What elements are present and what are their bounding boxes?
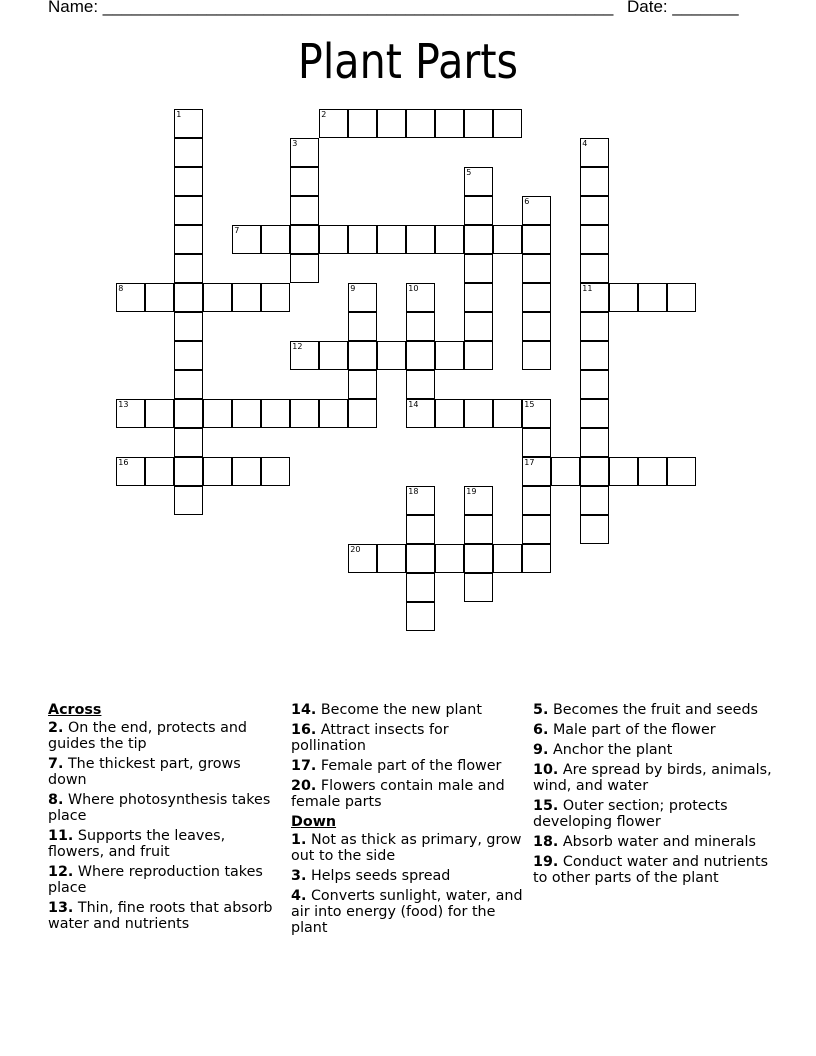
clue-across bbox=[291, 702, 527, 718]
crossword-cell[interactable] bbox=[348, 225, 377, 254]
clue-number-label: 9 bbox=[350, 284, 356, 294]
crossword-cell[interactable] bbox=[667, 457, 696, 486]
crossword-cell[interactable] bbox=[580, 428, 609, 457]
clue-number-label: 13 bbox=[118, 400, 129, 410]
crossword-cell[interactable] bbox=[348, 312, 377, 341]
clue-across bbox=[48, 900, 280, 932]
clue-text: Become the new plant bbox=[320, 702, 482, 718]
clue-number-label: 4 bbox=[582, 139, 588, 149]
clue-number: 1. bbox=[291, 832, 307, 848]
crossword-cell[interactable] bbox=[464, 283, 493, 312]
crossword-cell[interactable] bbox=[203, 457, 232, 486]
clue-down bbox=[291, 868, 527, 884]
crossword-cell[interactable] bbox=[435, 544, 464, 573]
clue-number-label: 5 bbox=[466, 168, 472, 178]
crossword-cell[interactable] bbox=[174, 341, 203, 370]
clue-down bbox=[291, 888, 527, 936]
crossword-cell[interactable] bbox=[406, 312, 435, 341]
crossword-cell[interactable] bbox=[464, 196, 493, 225]
crossword-cell[interactable] bbox=[377, 544, 406, 573]
crossword-cell[interactable] bbox=[174, 428, 203, 457]
crossword-cell[interactable] bbox=[580, 370, 609, 399]
crossword-cell[interactable] bbox=[464, 399, 493, 428]
crossword-cell[interactable] bbox=[493, 544, 522, 573]
crossword-cell[interactable] bbox=[174, 138, 203, 167]
crossword-cell[interactable] bbox=[406, 573, 435, 602]
crossword-cell[interactable] bbox=[203, 399, 232, 428]
clue-across bbox=[291, 722, 527, 754]
crossword-cell[interactable] bbox=[406, 602, 435, 631]
page-title: Plant Parts bbox=[297, 34, 519, 90]
clue-number: 4. bbox=[291, 888, 307, 904]
clue-down bbox=[533, 762, 773, 794]
crossword-cell[interactable] bbox=[174, 370, 203, 399]
crossword-cell[interactable] bbox=[522, 486, 551, 515]
crossword-cell[interactable] bbox=[174, 486, 203, 515]
clue-across bbox=[48, 792, 280, 824]
crossword-cell[interactable] bbox=[522, 225, 551, 254]
clue-number: 10. bbox=[533, 762, 559, 778]
crossword-cell[interactable] bbox=[493, 399, 522, 428]
crossword-cell[interactable] bbox=[464, 312, 493, 341]
crossword-cell[interactable] bbox=[174, 167, 203, 196]
crossword-cell[interactable] bbox=[319, 399, 348, 428]
clue-number: 16. bbox=[291, 722, 317, 738]
crossword-cell[interactable] bbox=[580, 167, 609, 196]
clue-text: Anchor the plant bbox=[552, 742, 673, 758]
clue-text: Male part of the flower bbox=[552, 722, 716, 738]
crossword-cell[interactable] bbox=[580, 196, 609, 225]
clue-down bbox=[533, 742, 773, 758]
crossword-cell[interactable] bbox=[493, 109, 522, 138]
date-field-label: Date: _______ bbox=[627, 0, 739, 16]
clue-number-label: 14 bbox=[408, 400, 419, 410]
crossword-cell[interactable] bbox=[667, 283, 696, 312]
crossword-cell[interactable] bbox=[522, 312, 551, 341]
clue-across bbox=[48, 828, 280, 860]
clues-column-2 bbox=[291, 702, 527, 940]
clue-number-label: 11 bbox=[582, 284, 593, 294]
clue-text: Becomes the fruit and seeds bbox=[552, 702, 758, 718]
crossword-cell[interactable] bbox=[145, 457, 174, 486]
clue-number: 17. bbox=[291, 758, 317, 774]
crossword-cell[interactable] bbox=[232, 283, 261, 312]
clue-text: Where reproduction takes place bbox=[48, 864, 263, 896]
crossword-cell[interactable] bbox=[464, 254, 493, 283]
across-heading: Across bbox=[48, 702, 102, 718]
crossword-cell[interactable] bbox=[348, 341, 377, 370]
crossword-cell[interactable] bbox=[377, 341, 406, 370]
clue-down bbox=[291, 832, 527, 864]
clue-across bbox=[48, 864, 280, 896]
clue-number-label: 17 bbox=[524, 458, 535, 468]
crossword-cell[interactable] bbox=[116, 399, 145, 428]
crossword-cell[interactable] bbox=[464, 167, 493, 196]
crossword-cell[interactable] bbox=[290, 196, 319, 225]
crossword-cell[interactable] bbox=[522, 457, 551, 486]
crossword-cell[interactable] bbox=[522, 283, 551, 312]
clue-across bbox=[48, 720, 280, 752]
crossword-cell[interactable] bbox=[116, 283, 145, 312]
crossword-cell[interactable] bbox=[580, 225, 609, 254]
clue-text: Female part of the flower bbox=[320, 758, 502, 774]
clue-number: 11. bbox=[48, 828, 74, 844]
crossword-cell[interactable] bbox=[435, 341, 464, 370]
crossword-cell[interactable] bbox=[290, 254, 319, 283]
crossword-cell[interactable] bbox=[174, 457, 203, 486]
clue-number-label: 3 bbox=[292, 139, 298, 149]
crossword-cell[interactable] bbox=[609, 283, 638, 312]
clue-text: Helps seeds spread bbox=[310, 868, 451, 884]
down-heading: Down bbox=[291, 814, 337, 830]
crossword-cell[interactable] bbox=[580, 312, 609, 341]
clue-number: 19. bbox=[533, 854, 559, 870]
clue-number-label: 8 bbox=[118, 284, 124, 294]
crossword-cell[interactable] bbox=[203, 283, 232, 312]
crossword-cell[interactable] bbox=[406, 109, 435, 138]
clue-number-label: 10 bbox=[408, 284, 419, 294]
crossword-cell[interactable] bbox=[174, 196, 203, 225]
clues-column-3 bbox=[533, 702, 773, 890]
crossword-cell[interactable] bbox=[609, 457, 638, 486]
clue-text: Thin, fine roots that absorb water and nutrients bbox=[48, 900, 273, 932]
crossword-cell[interactable] bbox=[116, 457, 145, 486]
crossword-cell[interactable] bbox=[348, 283, 377, 312]
crossword-cell[interactable] bbox=[377, 225, 406, 254]
crossword-cell[interactable] bbox=[464, 225, 493, 254]
crossword-cell[interactable] bbox=[348, 544, 377, 573]
crossword-cell[interactable] bbox=[406, 370, 435, 399]
crossword-cell[interactable] bbox=[319, 109, 348, 138]
clue-text: Attract insects for pollination bbox=[291, 722, 449, 754]
clue-number-label: 12 bbox=[292, 342, 303, 352]
clue-number-label: 1 bbox=[176, 110, 182, 120]
crossword-cell[interactable] bbox=[174, 109, 203, 138]
crossword-cell[interactable] bbox=[406, 515, 435, 544]
crossword-cell[interactable] bbox=[522, 196, 551, 225]
crossword-cell[interactable] bbox=[348, 109, 377, 138]
clue-number: 7. bbox=[48, 756, 64, 772]
crossword-cell[interactable] bbox=[580, 254, 609, 283]
clue-across bbox=[291, 778, 527, 810]
crossword-cell[interactable] bbox=[580, 138, 609, 167]
crossword-cell[interactable] bbox=[348, 399, 377, 428]
clue-text: Where photosynthesis takes place bbox=[48, 792, 271, 824]
crossword-cell[interactable] bbox=[522, 254, 551, 283]
crossword-cell[interactable] bbox=[493, 225, 522, 254]
crossword-cell[interactable] bbox=[174, 254, 203, 283]
crossword-cell[interactable] bbox=[145, 399, 174, 428]
crossword-cell[interactable] bbox=[290, 399, 319, 428]
clue-text: Flowers contain male and female parts bbox=[291, 778, 505, 810]
crossword-cell[interactable] bbox=[580, 283, 609, 312]
clue-number: 14. bbox=[291, 702, 317, 718]
clue-text: The thickest part, grows down bbox=[48, 756, 241, 788]
clue-number: 20. bbox=[291, 778, 317, 794]
crossword-cell[interactable] bbox=[290, 167, 319, 196]
clue-number: 18. bbox=[533, 834, 559, 850]
crossword-cell[interactable] bbox=[435, 225, 464, 254]
crossword-cell[interactable] bbox=[174, 225, 203, 254]
clue-text: On the end, protects and guides the tip bbox=[48, 720, 247, 752]
crossword-cell[interactable] bbox=[319, 341, 348, 370]
crossword-cell[interactable] bbox=[464, 573, 493, 602]
crossword-cell[interactable] bbox=[406, 341, 435, 370]
clue-across bbox=[48, 756, 280, 788]
clue-text: Not as thick as primary, grow out to the side bbox=[291, 832, 522, 864]
crossword-cell[interactable] bbox=[261, 399, 290, 428]
crossword-cell[interactable] bbox=[290, 341, 319, 370]
name-field-label: Name: ______________________________________________________ bbox=[48, 0, 614, 16]
crossword-cell[interactable] bbox=[290, 138, 319, 167]
crossword-cell[interactable] bbox=[261, 457, 290, 486]
crossword-cell[interactable] bbox=[464, 486, 493, 515]
crossword-cell[interactable] bbox=[580, 341, 609, 370]
crossword-cell[interactable] bbox=[174, 399, 203, 428]
crossword-cell[interactable] bbox=[638, 457, 667, 486]
clue-number: 9. bbox=[533, 742, 549, 758]
clue-across bbox=[291, 758, 527, 774]
crossword-cell[interactable] bbox=[522, 428, 551, 457]
crossword-cell[interactable] bbox=[232, 225, 261, 254]
clue-number: 12. bbox=[48, 864, 74, 880]
crossword-cell[interactable] bbox=[580, 515, 609, 544]
clue-text: Are spread by birds, animals, wind, and water bbox=[533, 762, 772, 794]
clue-text: Absorb water and minerals bbox=[562, 834, 756, 850]
clue-number: 3. bbox=[291, 868, 307, 884]
clue-number: 6. bbox=[533, 722, 549, 738]
crossword-cell[interactable] bbox=[464, 544, 493, 573]
crossword-cell[interactable] bbox=[406, 486, 435, 515]
crossword-cell[interactable] bbox=[435, 399, 464, 428]
clue-number: 2. bbox=[48, 720, 64, 736]
clue-text: Supports the leaves, flowers, and fruit bbox=[48, 828, 226, 860]
crossword-cell[interactable] bbox=[580, 399, 609, 428]
crossword-cell[interactable] bbox=[406, 225, 435, 254]
clue-number-label: 2 bbox=[321, 110, 327, 120]
crossword-cell[interactable] bbox=[522, 544, 551, 573]
crossword-cell[interactable] bbox=[261, 283, 290, 312]
crossword-cell[interactable] bbox=[377, 109, 406, 138]
crossword-cell[interactable] bbox=[522, 399, 551, 428]
clues-column-1 bbox=[48, 702, 280, 936]
crossword-cell[interactable] bbox=[406, 544, 435, 573]
crossword-cell[interactable] bbox=[580, 486, 609, 515]
crossword-cell[interactable] bbox=[261, 225, 290, 254]
crossword-cell[interactable] bbox=[406, 399, 435, 428]
clue-down bbox=[533, 834, 773, 850]
clue-down bbox=[533, 798, 773, 830]
crossword-cell[interactable] bbox=[464, 109, 493, 138]
clue-down bbox=[533, 702, 773, 718]
clue-number: 5. bbox=[533, 702, 549, 718]
crossword-cell[interactable] bbox=[174, 312, 203, 341]
clue-number: 15. bbox=[533, 798, 559, 814]
crossword-cell[interactable] bbox=[551, 457, 580, 486]
crossword-cell[interactable] bbox=[522, 341, 551, 370]
crossword-cell[interactable] bbox=[580, 457, 609, 486]
clue-text: Converts sunlight, water, and air into energy (food) for the plant bbox=[291, 888, 523, 936]
crossword-cell[interactable] bbox=[145, 283, 174, 312]
crossword-cell[interactable] bbox=[319, 225, 348, 254]
clue-number-label: 7 bbox=[234, 226, 240, 236]
clue-number-label: 15 bbox=[524, 400, 535, 410]
crossword-cell[interactable] bbox=[290, 225, 319, 254]
clue-number-label: 20 bbox=[350, 545, 361, 555]
clue-number: 8. bbox=[48, 792, 64, 808]
clue-number: 13. bbox=[48, 900, 74, 916]
clue-text: Conduct water and nutrients to other parts of the plant bbox=[533, 854, 769, 886]
clue-down bbox=[533, 722, 773, 738]
crossword-cell[interactable] bbox=[232, 399, 261, 428]
clue-text: Outer section; protects developing flower bbox=[533, 798, 728, 830]
clue-number-label: 6 bbox=[524, 197, 530, 207]
clue-number-label: 19 bbox=[466, 487, 477, 497]
crossword-cell[interactable] bbox=[406, 283, 435, 312]
crossword-cell[interactable] bbox=[638, 283, 667, 312]
crossword-cell[interactable] bbox=[464, 515, 493, 544]
clue-number-label: 16 bbox=[118, 458, 129, 468]
crossword-cell[interactable] bbox=[464, 341, 493, 370]
crossword-cell[interactable] bbox=[232, 457, 261, 486]
crossword-cell[interactable] bbox=[522, 515, 551, 544]
crossword-cell[interactable] bbox=[348, 370, 377, 399]
clue-number-label: 18 bbox=[408, 487, 419, 497]
crossword-cell[interactable] bbox=[435, 109, 464, 138]
crossword-cell[interactable] bbox=[174, 283, 203, 312]
clue-down bbox=[533, 854, 773, 886]
